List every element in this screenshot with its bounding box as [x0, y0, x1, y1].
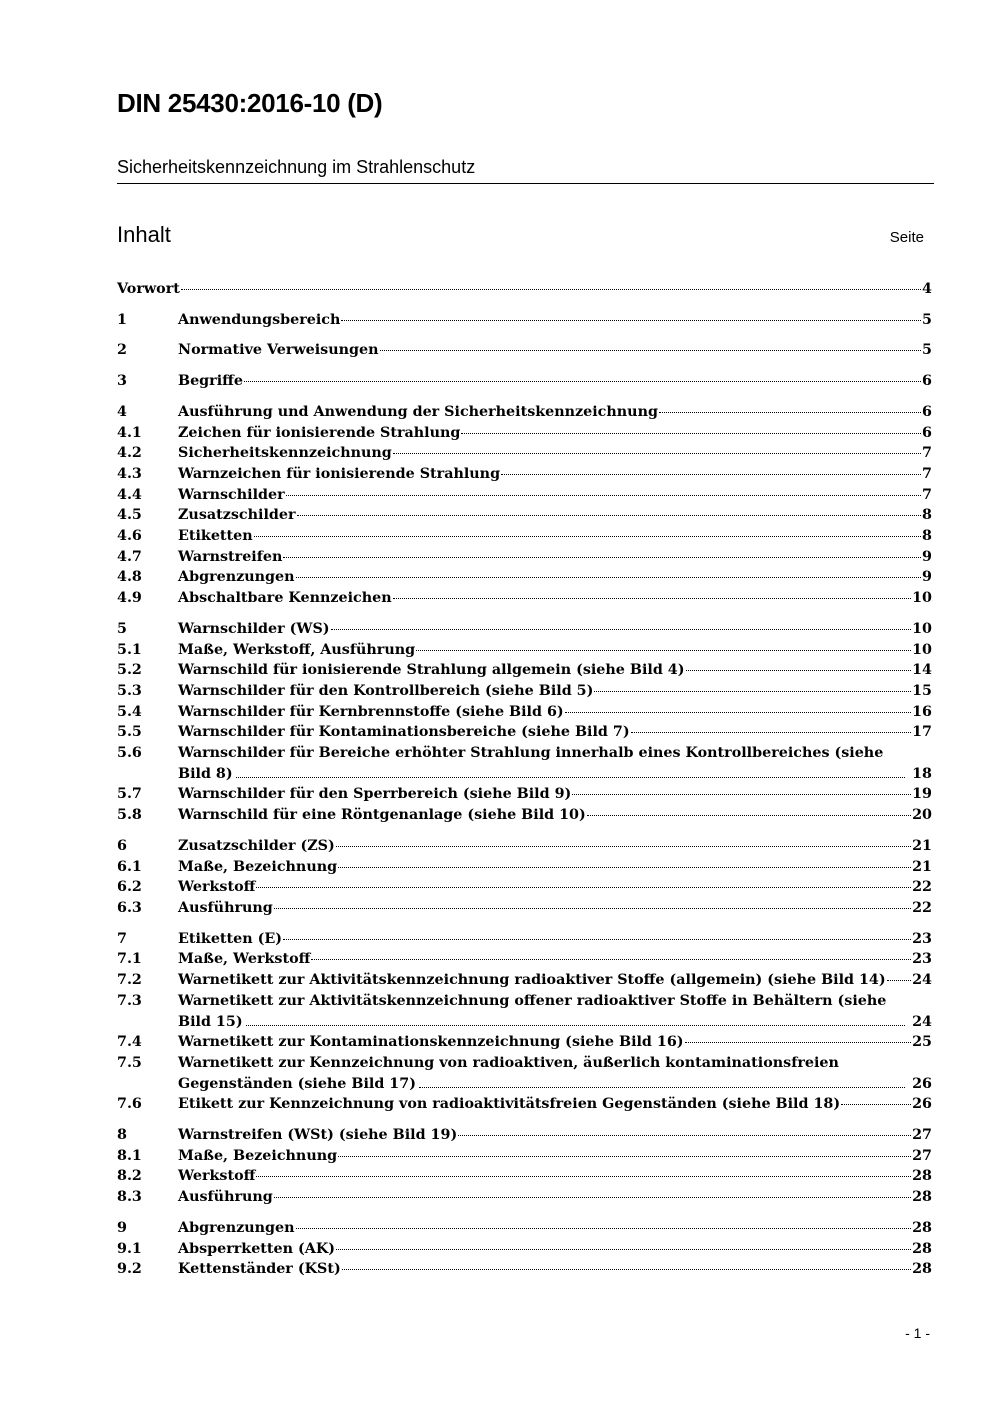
- dot-leader: [501, 473, 921, 475]
- toc-entry-number: 3: [117, 373, 127, 390]
- toc-entry-number: 6.2: [117, 879, 142, 896]
- toc-entry-title: Etiketten: [178, 528, 253, 545]
- toc-entry-page: 9: [922, 548, 932, 565]
- dot-leader: [887, 979, 911, 981]
- toc-entry-page: 7: [922, 465, 932, 482]
- toc-entry-number: 8.2: [117, 1168, 142, 1185]
- toc-entry-number: 8.3: [117, 1189, 142, 1206]
- dot-leader: [341, 319, 921, 321]
- toc-entry[interactable]: [117, 991, 932, 1032]
- toc-entry-title: Abschaltbare Kennzeichen: [178, 590, 392, 607]
- toc-entry-page: 24: [912, 1013, 932, 1030]
- toc-heading: Inhalt: [117, 222, 171, 247]
- dot-leader: [297, 514, 922, 516]
- toc-entry-page: 23: [912, 930, 932, 947]
- toc-entry-page: 28: [912, 1189, 932, 1206]
- toc-entry-page: 7: [922, 445, 932, 462]
- page-number: - 1 -: [905, 1325, 930, 1341]
- toc-entry-page: 16: [912, 703, 932, 720]
- toc-entry-title: Werkstoff: [178, 1168, 256, 1185]
- dot-leader: [296, 1227, 912, 1229]
- toc-entry[interactable]: [117, 929, 932, 950]
- toc-entry-page: 21: [912, 837, 932, 854]
- toc-entry[interactable]: [117, 949, 932, 970]
- toc-entry-title: Abgrenzungen: [178, 1219, 295, 1236]
- toc-entry[interactable]: [117, 784, 932, 805]
- toc-entry-number: 5.6: [117, 745, 142, 762]
- toc-entry-page: 10: [912, 641, 932, 658]
- toc-entry-page: 22: [912, 879, 932, 896]
- toc-entry[interactable]: [117, 1218, 932, 1239]
- toc-entry-page: 26: [912, 1075, 932, 1092]
- toc-entry-page: 22: [912, 899, 932, 916]
- toc-entry[interactable]: [117, 1259, 932, 1280]
- toc-entry-page: 14: [912, 662, 932, 679]
- dot-leader: [631, 731, 912, 733]
- toc-entry-number: 4.7: [117, 548, 142, 565]
- dot-leader: [565, 711, 911, 713]
- dot-leader: [246, 1025, 905, 1026]
- dot-leader: [286, 494, 921, 496]
- dot-leader: [331, 628, 912, 630]
- toc-entry[interactable]: [117, 371, 932, 392]
- toc-entry-page: 6: [922, 373, 932, 390]
- toc-entry-title: Warnschild für eine Röntgenanlage (siehe Bild 10): [178, 807, 586, 824]
- toc-entry-page: 4: [922, 281, 932, 297]
- toc-entry-title: Zeichen für ionisierende Strahlung: [178, 424, 461, 441]
- toc-entry[interactable]: [117, 1032, 932, 1053]
- dot-leader: [283, 556, 921, 558]
- toc-entry-title: Warnetikett zur Aktivitätskennzeichnung radioaktiver Stoffe (allgemein) (siehe Bild 14): [178, 972, 886, 989]
- toc-entry-page: 19: [912, 786, 932, 803]
- toc-entry-number: 7.6: [117, 1096, 142, 1113]
- toc-entry-title: Vorwort: [117, 281, 180, 297]
- toc-entry[interactable]: [117, 588, 932, 609]
- toc-entry-title: Zusatzschilder: [178, 507, 296, 524]
- toc-entry-page: 15: [912, 682, 932, 699]
- toc-entry-page: 9: [922, 569, 932, 586]
- table-of-contents: [117, 279, 932, 1280]
- dot-leader: [244, 380, 921, 382]
- document-title: DIN 25430:2016-10 (D): [117, 88, 383, 118]
- dot-leader: [393, 597, 911, 599]
- toc-entry-number: 9.1: [117, 1240, 142, 1257]
- toc-entry[interactable]: [117, 310, 932, 331]
- toc-entry-page: 20: [912, 807, 932, 824]
- toc-entry-number: 1: [117, 311, 127, 328]
- dot-leader: [338, 866, 911, 868]
- toc-entry[interactable]: [117, 660, 932, 681]
- dot-leader: [686, 669, 912, 671]
- toc-entry-title: Ausführung: [178, 899, 273, 916]
- toc-entry-number: 5.1: [117, 641, 142, 658]
- toc-entry[interactable]: [117, 836, 932, 857]
- toc-page-column-label: Seite: [889, 229, 924, 246]
- toc-entry-number: 4.6: [117, 528, 142, 545]
- toc-entry-title: Kettenständer (KSt): [178, 1261, 341, 1278]
- toc-entry[interactable]: [117, 619, 932, 640]
- toc-entry-title: Warnschild für ionisierende Strahlung allgemein (siehe Bild 4): [178, 662, 685, 679]
- toc-entry[interactable]: [117, 567, 932, 588]
- toc-entry-page: 26: [912, 1096, 932, 1113]
- dot-leader: [338, 1155, 911, 1157]
- toc-entry-title: Ausführung: [178, 1189, 273, 1206]
- toc-entry-page: 27: [912, 1147, 932, 1164]
- dot-leader: [587, 814, 911, 816]
- toc-entry-title: Anwendungsbereich: [178, 311, 341, 328]
- toc-entry-title: Maße, Bezeichnung: [178, 858, 338, 875]
- toc-entry-title: Warnschilder für Bereiche erhöhter Strahlung innerhalb eines Kontrollbereiches (siehe Bild 8): [178, 745, 884, 782]
- toc-entry-title: Maße, Bezeichnung: [178, 1147, 338, 1164]
- toc-entry-title: Etiketten (E): [178, 930, 283, 947]
- toc-entry-title: Warnschilder: [178, 486, 285, 503]
- toc-entry-number: 5.8: [117, 807, 142, 824]
- dot-leader: [181, 288, 921, 290]
- toc-entry-number: 7.5: [117, 1054, 142, 1071]
- toc-entry[interactable]: [117, 505, 932, 526]
- toc-entry-page: 7: [922, 486, 932, 503]
- toc-entry-page: 6: [922, 403, 932, 420]
- toc-entry-page: 28: [912, 1261, 932, 1278]
- toc-entry-number: 9: [117, 1219, 127, 1236]
- toc-entry-page: 28: [912, 1219, 932, 1236]
- toc-entry-title: Warnetikett zur Kontaminationskennzeichnung (siehe Bild 16): [178, 1034, 684, 1051]
- toc-entry-page: 5: [922, 311, 932, 328]
- toc-entry-title: Maße, Werkstoff: [178, 951, 311, 968]
- toc-entry-page: 21: [912, 858, 932, 875]
- toc-entry-number: 7.1: [117, 951, 142, 968]
- toc-entry-page: 8: [922, 528, 932, 545]
- toc-entry-title: Etikett zur Kennzeichnung von radioaktivitätsfreien Gegenständen (siehe Bild 18): [178, 1096, 841, 1113]
- toc-entry-number: 6.1: [117, 858, 142, 875]
- toc-entry-number: 6.3: [117, 899, 142, 916]
- toc-entry-number: 4.1: [117, 424, 142, 441]
- dot-leader: [311, 958, 911, 960]
- toc-entry[interactable]: [117, 1125, 932, 1146]
- toc-entry-title: Begriffe: [178, 373, 243, 390]
- dot-leader: [380, 349, 922, 351]
- toc-entry[interactable]: [117, 423, 932, 444]
- dot-leader: [336, 845, 911, 847]
- toc-entry-page: 28: [912, 1168, 932, 1185]
- toc-entry-page: 10: [912, 620, 932, 637]
- toc-entry-number: 4: [117, 403, 127, 420]
- toc-entry-title: Normative Verweisungen: [178, 342, 379, 359]
- toc-entry[interactable]: [117, 464, 932, 485]
- dot-leader: [336, 1248, 911, 1250]
- dot-leader: [393, 452, 921, 454]
- toc-entry-title: Warnetikett zur Aktivitätskennzeichnung offener radioaktiver Stoffe in Behältern (siehe Bild 15): [178, 992, 887, 1030]
- dot-leader: [256, 1175, 911, 1177]
- toc-entry-number: 4.5: [117, 507, 142, 524]
- toc-entry-number: 5.7: [117, 786, 142, 803]
- dot-leader: [274, 907, 911, 909]
- toc-entry-page: 10: [912, 590, 932, 607]
- toc-entry[interactable]: [117, 877, 932, 898]
- toc-entry[interactable]: [117, 279, 932, 300]
- dot-leader: [572, 793, 911, 795]
- toc-entry[interactable]: [117, 722, 932, 743]
- dot-leader: [283, 938, 911, 940]
- toc-entry-page: 24: [912, 972, 932, 989]
- toc-entry-title: Warnschilder (WS): [178, 620, 330, 637]
- toc-entry-title: Warnschilder für den Kontrollbereich (siehe Bild 5): [178, 682, 594, 699]
- toc-entry[interactable]: [117, 340, 932, 361]
- toc-entry-page: 18: [912, 765, 932, 782]
- dot-leader: [659, 411, 921, 413]
- toc-entry[interactable]: [117, 443, 932, 464]
- dot-leader: [274, 1196, 911, 1198]
- toc-entry-page: 6: [922, 424, 932, 441]
- toc-entry-number: 5.5: [117, 724, 142, 741]
- toc-entry[interactable]: [117, 485, 932, 506]
- toc-entry-title: Zusatzschilder (ZS): [178, 837, 335, 854]
- toc-entry[interactable]: [117, 857, 932, 878]
- toc-entry-title: Warnstreifen (WSt) (siehe Bild 19): [178, 1127, 458, 1144]
- toc-entry-number: 5.4: [117, 703, 142, 720]
- dot-leader: [236, 777, 905, 778]
- toc-entry[interactable]: [117, 1094, 932, 1115]
- dot-leader: [256, 886, 911, 888]
- toc-entry-number: 4.3: [117, 465, 142, 482]
- toc-entry-number: 5.2: [117, 662, 142, 679]
- toc-entry[interactable]: [117, 526, 932, 547]
- toc-entry-number: 6: [117, 837, 127, 854]
- toc-entry-title: Sicherheitskennzeichnung: [178, 445, 392, 462]
- dot-leader: [594, 690, 911, 692]
- toc-entry[interactable]: [117, 1166, 932, 1187]
- toc-entry-page: 8: [922, 507, 932, 524]
- dot-leader: [296, 576, 922, 578]
- dot-leader: [254, 535, 921, 537]
- document-subtitle: Sicherheitskennzeichnung im Strahlenschutz: [117, 157, 476, 177]
- toc-entry-number: 5.3: [117, 682, 142, 699]
- dot-leader: [419, 1087, 905, 1088]
- toc-entry-title: Maße, Werkstoff, Ausführung: [178, 641, 416, 658]
- dot-leader: [416, 649, 911, 651]
- toc-entry[interactable]: [117, 547, 932, 568]
- toc-entry-title: Abgrenzungen: [178, 569, 295, 586]
- toc-entry-number: 8: [117, 1127, 127, 1144]
- toc-entry[interactable]: [117, 898, 932, 919]
- toc-entry[interactable]: [117, 970, 932, 991]
- toc-entry-page: 5: [922, 342, 932, 359]
- toc-entry-number: 4.8: [117, 569, 142, 586]
- toc-entry[interactable]: [117, 402, 932, 423]
- toc-entry-title: Absperrketten (AK): [178, 1240, 336, 1257]
- toc-entry-page: 17: [912, 724, 932, 741]
- toc-entry-page: 23: [912, 951, 932, 968]
- toc-entry-page: 25: [912, 1034, 932, 1051]
- toc-entry[interactable]: [117, 1053, 932, 1094]
- toc-entry-page: 28: [912, 1240, 932, 1257]
- toc-entry-number: 7.2: [117, 972, 142, 989]
- dot-leader: [461, 432, 921, 434]
- toc-entry[interactable]: [117, 1146, 932, 1167]
- toc-entry[interactable]: [117, 702, 932, 723]
- toc-entry-number: 7.4: [117, 1034, 142, 1051]
- toc-entry-page: 27: [912, 1127, 932, 1144]
- toc-entry-number: 2: [117, 342, 127, 359]
- toc-entry-title: Warnschilder für den Sperrbereich (siehe Bild 9): [178, 786, 572, 803]
- toc-entry-title: Ausführung und Anwendung der Sicherheitskennzeichnung: [178, 403, 658, 420]
- toc-entry-number: 4.4: [117, 486, 142, 503]
- dot-leader: [342, 1268, 911, 1270]
- dot-leader: [458, 1134, 911, 1136]
- toc-entry-number: 7: [117, 930, 127, 947]
- toc-entry-number: 8.1: [117, 1147, 142, 1164]
- toc-entry-number: 9.2: [117, 1261, 142, 1278]
- toc-entry-number: 5: [117, 620, 127, 637]
- toc-entry[interactable]: [117, 743, 932, 784]
- toc-entry[interactable]: [117, 1239, 932, 1260]
- title-divider: [117, 183, 934, 184]
- toc-entry-title: Warnstreifen: [178, 548, 283, 565]
- toc-entry-number: 4.2: [117, 445, 142, 462]
- toc-entry-title: Warnetikett zur Kennzeichnung von radioaktiven, äußerlich kontaminationsfreien Gegenständen (siehe Bild 17): [178, 1054, 839, 1092]
- toc-entry-title: Warnschilder für Kontaminationsbereiche (siehe Bild 7): [178, 724, 630, 741]
- toc-entry-title: Warnschilder für Kernbrennstoffe (siehe Bild 6): [178, 703, 564, 720]
- toc-entry[interactable]: [117, 1187, 932, 1208]
- toc-entry[interactable]: [117, 805, 932, 826]
- toc-entry-title: Warnzeichen für ionisierende Strahlung: [178, 465, 501, 482]
- toc-entry-title: Werkstoff: [178, 879, 256, 896]
- toc-entry[interactable]: [117, 681, 932, 702]
- dot-leader: [841, 1103, 911, 1105]
- dot-leader: [685, 1041, 912, 1043]
- toc-entry-number: 7.3: [117, 992, 142, 1009]
- toc-entry[interactable]: [117, 640, 932, 661]
- toc-entry-number: 4.9: [117, 590, 142, 607]
